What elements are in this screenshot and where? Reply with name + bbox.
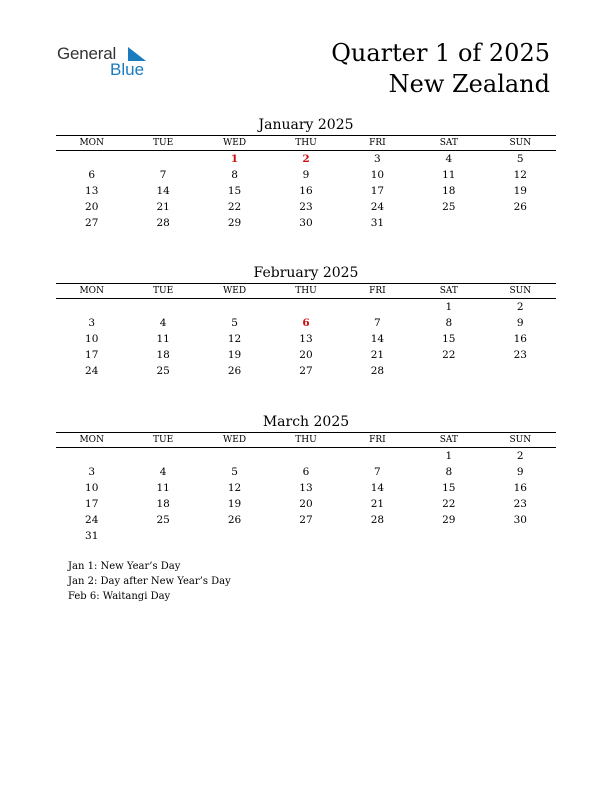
holiday-note: Feb 6: Waitangi Day [68, 591, 171, 602]
day-cell: 20 [299, 498, 313, 510]
empty-day-cell [56, 448, 127, 465]
week-row [56, 215, 556, 231]
weekday-header: THU [270, 284, 341, 299]
week-row [56, 183, 556, 199]
day-cell: 25 [156, 365, 170, 377]
day-cell: 13 [85, 185, 99, 197]
week-row [56, 167, 556, 183]
day-cell: 7 [159, 169, 167, 181]
weekday-header: SAT [413, 136, 484, 151]
day-cell: 29 [227, 217, 242, 229]
week-row [56, 528, 556, 544]
empty-day-cell [485, 363, 556, 379]
weekday-header: MON [56, 433, 127, 448]
day-cell: 17 [85, 349, 99, 361]
day-cell: 21 [156, 201, 170, 213]
day-cell: 6 [88, 169, 96, 181]
day-cell: 18 [442, 185, 456, 197]
day-cell: 8 [445, 466, 453, 478]
day-cell: 22 [442, 349, 456, 361]
day-cell: 6 [302, 466, 310, 478]
day-cell: 14 [370, 482, 385, 494]
day-cell: 24 [85, 514, 99, 526]
calendar-grid [56, 283, 556, 379]
empty-day-cell [56, 299, 127, 316]
empty-day-cell [485, 528, 556, 544]
empty-day-cell [342, 448, 413, 465]
day-cell: 18 [156, 498, 170, 510]
weekday-header: WED [199, 284, 270, 299]
day-cell: 8 [231, 169, 238, 181]
empty-day-cell [270, 299, 341, 316]
day-cell: 1 [445, 301, 453, 313]
day-cell: 29 [442, 514, 456, 526]
empty-day-cell [413, 215, 484, 231]
title-country: New Zealand [388, 70, 550, 98]
day-cell: 18 [156, 349, 170, 361]
holiday-note: Jan 2: Day after New Year’s Day [68, 576, 231, 587]
weekday-header: MON [56, 136, 127, 151]
week-row [56, 363, 556, 379]
day-cell: 27 [299, 514, 313, 526]
day-cell: 26 [513, 201, 527, 213]
day-cell: 22 [442, 498, 456, 510]
day-cell: 23 [513, 349, 527, 361]
day-cell: 13 [299, 333, 313, 345]
day-cell: 11 [156, 482, 170, 494]
week-row [56, 299, 556, 316]
day-cell: 10 [370, 169, 385, 181]
weekday-header: WED [199, 433, 270, 448]
empty-day-cell [199, 299, 270, 316]
day-cell: 28 [370, 514, 385, 526]
day-cell: 2 [516, 450, 524, 462]
weekday-header: THU [270, 136, 341, 151]
holiday-notes [68, 559, 231, 604]
holiday-note: Jan 1: New Year’s Day [68, 561, 181, 572]
day-cell: 24 [85, 365, 99, 377]
day-cell: 21 [370, 349, 385, 361]
day-cell: 22 [227, 201, 242, 213]
week-row [56, 151, 556, 168]
day-cell: 26 [227, 365, 242, 377]
day-cell: 12 [227, 333, 242, 345]
day-cell: 15 [227, 185, 242, 197]
empty-day-cell [127, 528, 198, 544]
empty-day-cell [342, 299, 413, 316]
day-cell: 9 [516, 466, 524, 478]
week-row [56, 448, 556, 465]
weekday-header: TUE [127, 136, 198, 151]
day-cell: 27 [85, 217, 99, 229]
day-cell: 20 [85, 201, 99, 213]
day-cell: 14 [156, 185, 170, 197]
empty-day-cell [127, 151, 198, 168]
empty-day-cell [56, 151, 127, 168]
empty-day-cell [127, 299, 198, 316]
day-cell: 19 [227, 498, 242, 510]
holiday-day-cell: 1 [230, 153, 239, 165]
day-cell: 9 [302, 169, 310, 181]
weekday-header: SUN [485, 433, 556, 448]
day-cell: 30 [299, 217, 313, 229]
day-cell: 14 [370, 333, 385, 345]
day-cell: 2 [516, 301, 524, 313]
empty-day-cell [270, 448, 341, 465]
day-cell: 3 [88, 466, 96, 478]
day-cell: 4 [445, 153, 453, 165]
day-cell: 5 [516, 153, 524, 165]
week-row [56, 199, 556, 215]
title-quarter: Quarter 1 of 2025 [331, 39, 550, 67]
week-row [56, 347, 556, 363]
weekday-header-row [56, 433, 556, 448]
day-cell: 20 [299, 349, 313, 361]
day-cell: 4 [159, 317, 167, 329]
day-cell: 15 [442, 333, 456, 345]
day-cell: 1 [445, 450, 453, 462]
day-cell: 9 [516, 317, 524, 329]
generalblue-logo [57, 44, 157, 80]
week-row [56, 480, 556, 496]
day-cell: 31 [370, 217, 385, 229]
day-cell: 26 [227, 514, 242, 526]
day-cell: 15 [442, 482, 456, 494]
day-cell: 10 [85, 482, 99, 494]
week-row [56, 496, 556, 512]
weekday-header-row [56, 136, 556, 151]
empty-day-cell [270, 528, 341, 544]
empty-day-cell [199, 448, 270, 465]
day-cell: 10 [85, 333, 99, 345]
month-title: January 2025 [258, 117, 354, 133]
day-cell: 25 [156, 514, 170, 526]
empty-day-cell [413, 363, 484, 379]
week-row [56, 512, 556, 528]
logo-text-blue: Blue [110, 60, 145, 79]
weekday-header: TUE [127, 433, 198, 448]
day-cell: 16 [299, 185, 313, 197]
empty-day-cell [485, 215, 556, 231]
day-cell: 3 [88, 317, 96, 329]
day-cell: 19 [227, 349, 242, 361]
day-cell: 28 [156, 217, 170, 229]
week-row [56, 315, 556, 331]
month-title: March 2025 [262, 414, 350, 430]
day-cell: 19 [513, 185, 527, 197]
day-cell: 30 [513, 514, 527, 526]
day-cell: 12 [227, 482, 242, 494]
day-cell: 12 [513, 169, 527, 181]
day-cell: 4 [159, 466, 167, 478]
week-row [56, 331, 556, 347]
weekday-header: THU [270, 433, 341, 448]
page-title [331, 38, 550, 100]
logo-text-general: General [57, 44, 117, 63]
empty-day-cell [199, 528, 270, 544]
day-cell: 21 [370, 498, 385, 510]
day-cell: 17 [85, 498, 99, 510]
weekday-header: WED [199, 136, 270, 151]
day-cell: 7 [374, 466, 381, 478]
holiday-day-cell: 2 [302, 153, 310, 165]
week-row [56, 464, 556, 480]
day-cell: 5 [231, 466, 238, 478]
month-february [56, 263, 556, 379]
weekday-header: SUN [485, 284, 556, 299]
calendar-grid [56, 135, 556, 231]
day-cell: 16 [513, 482, 527, 494]
day-cell: 27 [299, 365, 313, 377]
day-cell: 16 [513, 333, 527, 345]
calendar-grid [56, 432, 556, 544]
empty-day-cell [413, 528, 484, 544]
day-cell: 11 [442, 169, 456, 181]
weekday-header: FRI [342, 136, 413, 151]
empty-day-cell [127, 448, 198, 465]
day-cell: 8 [445, 317, 453, 329]
day-cell: 24 [370, 201, 385, 213]
day-cell: 3 [374, 153, 381, 165]
holiday-day-cell: 6 [302, 317, 310, 329]
day-cell: 13 [299, 482, 313, 494]
weekday-header: TUE [127, 284, 198, 299]
day-cell: 7 [374, 317, 381, 329]
month-march [56, 412, 556, 544]
day-cell: 5 [231, 317, 238, 329]
month-title: February 2025 [253, 265, 359, 281]
weekday-header: FRI [342, 433, 413, 448]
weekday-header: SUN [485, 136, 556, 151]
logo-triangle-icon [124, 47, 146, 61]
day-cell: 17 [370, 185, 385, 197]
weekday-header-row [56, 284, 556, 299]
weekday-header: MON [56, 284, 127, 299]
day-cell: 28 [370, 365, 385, 377]
day-cell: 23 [513, 498, 527, 510]
day-cell: 23 [299, 201, 313, 213]
month-january [56, 115, 556, 231]
weekday-header: SAT [413, 284, 484, 299]
day-cell: 25 [442, 201, 456, 213]
day-cell: 31 [85, 530, 99, 542]
empty-day-cell [342, 528, 413, 544]
day-cell: 11 [156, 333, 170, 345]
weekday-header: SAT [413, 433, 484, 448]
weekday-header: FRI [342, 284, 413, 299]
